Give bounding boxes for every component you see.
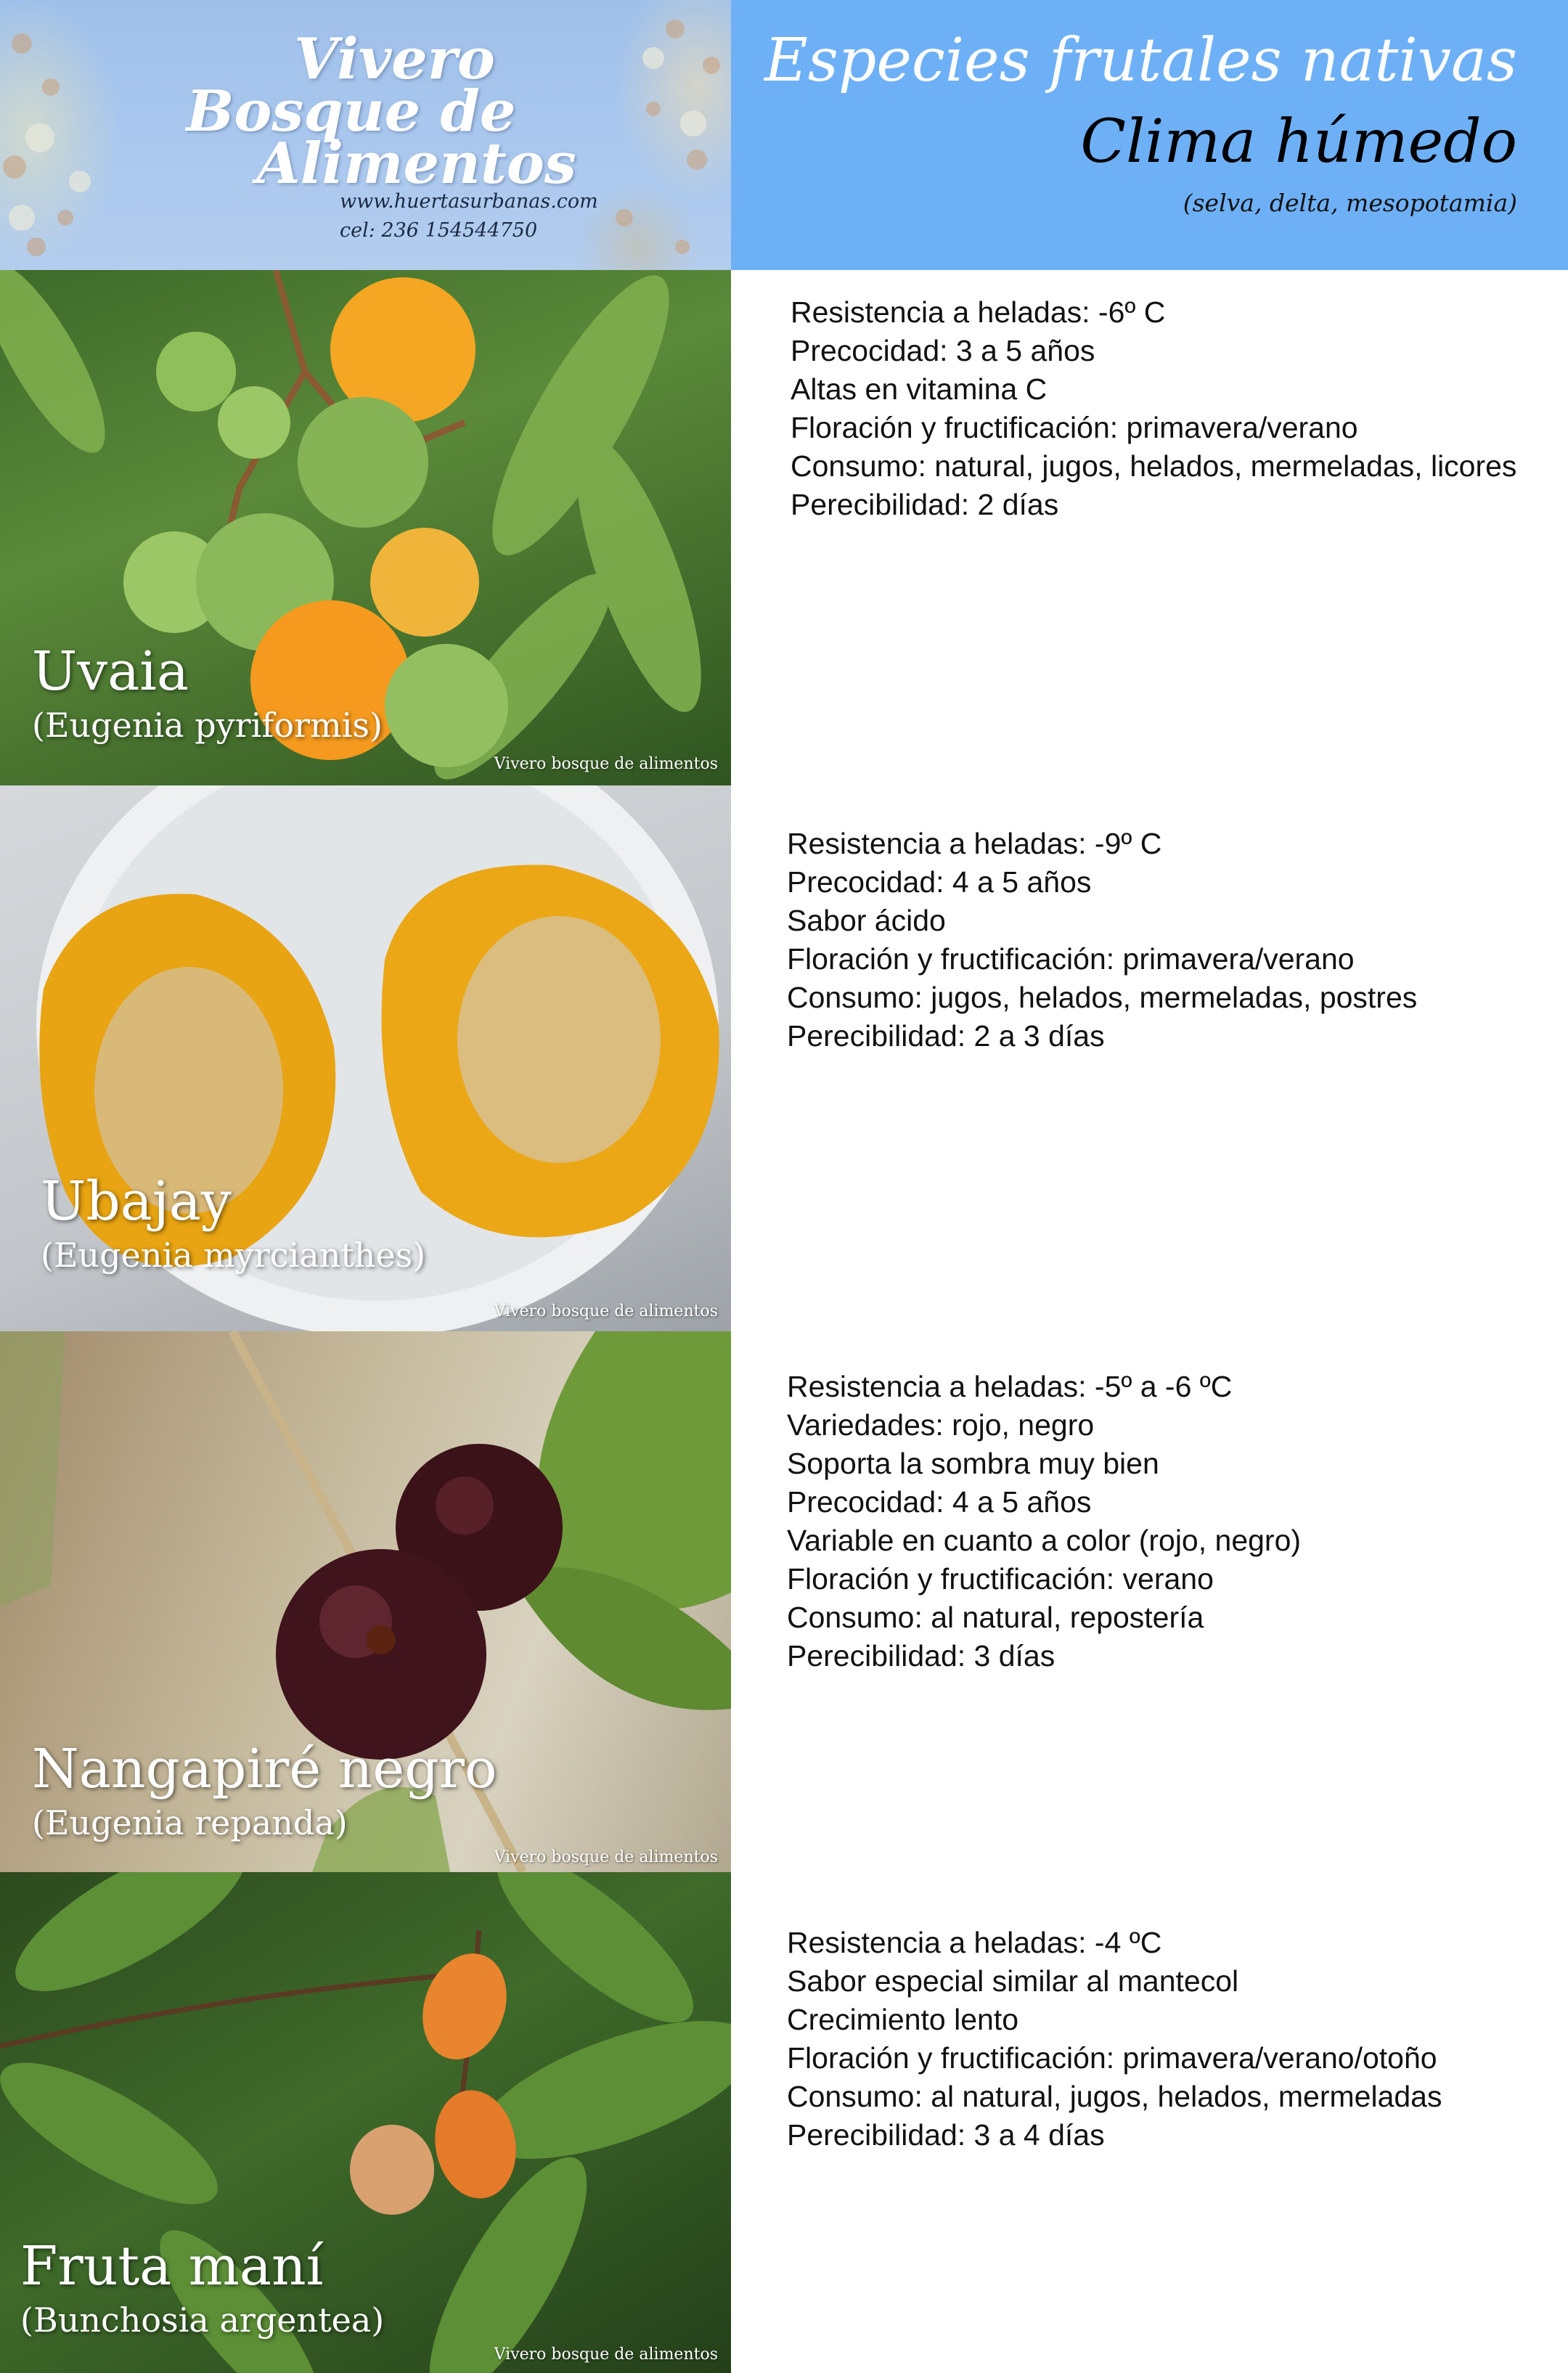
fact-item: Perecibilidad: 2 a 3 días [787,1019,1105,1053]
fact-item: Perecibilidad: 3 a 4 días [787,2118,1105,2152]
fact-item: Resistencia a heladas: -6º C [791,295,1166,329]
species-facts-list [791,293,1516,524]
phone-number: cel: 236 154544750 [340,219,538,242]
species-name: Uvaia [32,640,189,703]
fact-item: Resistencia a heladas: -5º a -6 ºC [787,1370,1233,1403]
fact-item: Floración y fructificación: primavera/verano/otoño [787,2041,1437,2075]
species-scientific-name: (Eugenia repanda) [32,1803,348,1842]
photo-credit: Vivero bosque de alimentos [494,755,718,773]
fact-item: Resistencia a heladas: -9º C [787,827,1162,860]
logo-banner [0,0,731,270]
photo-ubajay [0,785,731,1331]
photo-credit: Vivero bosque de alimentos [494,1848,718,1866]
species-name: Ubajay [41,1170,232,1233]
fact-item: Variedades: rojo, negro [787,1408,1095,1442]
fact-item: Sabor especial similar al mantecol [787,1964,1239,1998]
fact-item: Precocidad: 4 a 5 años [787,865,1092,899]
fact-item: Floración y fructificación: primavera/verano [787,942,1355,976]
website-link[interactable]: www.huertasurbanas.com [340,190,598,213]
photo-uvaia [0,270,731,785]
logo-text-line3: Alimentos [256,131,576,197]
fact-item: Variable en cuanto a color (rojo, negro) [787,1524,1302,1557]
photo-fruta-mani [0,1872,731,2373]
photo-credit: Vivero bosque de alimentos [494,1302,718,1320]
photo-nangapire-negro [0,1331,731,1872]
species-facts-list [787,1924,1442,2155]
region-note: (selva, delta, mesopotamia) [1183,189,1517,217]
species-scientific-name: (Eugenia myrcianthes) [41,1235,426,1275]
fact-item: Precocidad: 4 a 5 años [787,1485,1092,1519]
fact-item: Soporta la sombra muy bien [787,1447,1159,1480]
fact-item: Resistencia a heladas: -4 ºC [787,1926,1162,1959]
species-facts-list [787,825,1417,1055]
species-scientific-name: (Eugenia pyriformis) [32,706,383,745]
title-banner [731,0,1568,270]
species-name: Nangapiré negro [32,1738,497,1800]
fact-item: Consumo: jugos, helados, mermeladas, postres [787,981,1418,1014]
species-facts-list [787,1368,1301,1675]
logo-text-line1: Vivero [294,26,495,92]
fact-item: Consumo: al natural, repostería [787,1601,1204,1634]
species-scientific-name: (Bunchosia argentea) [20,2300,385,2340]
fact-item: Sabor ácido [787,904,946,937]
fact-item: Precocidad: 3 a 5 años [791,334,1095,367]
fact-item: Floración y fructificación: verano [787,1562,1214,1596]
page-subtitle: Clima húmedo [1080,107,1517,176]
photo-credit: Vivero bosque de alimentos [494,2345,718,2364]
fact-item: Crecimiento lento [787,2003,1019,2036]
page-title: Especies frutales nativas [764,26,1517,95]
fact-item: Perecibilidad: 3 días [787,1639,1055,1672]
fact-item: Altas en vitamina C [791,372,1048,406]
fact-item: Floración y fructificación: primavera/verano [791,411,1358,444]
fact-item: Consumo: natural, jugos, helados, mermeladas, licores [791,449,1517,483]
fact-item: Perecibilidad: 2 días [791,488,1059,521]
logo-text-line2: Bosque de [186,78,516,144]
fact-item: Consumo: al natural, jugos, helados, mermeladas [787,2080,1442,2113]
species-name: Fruta maní [20,2235,324,2298]
